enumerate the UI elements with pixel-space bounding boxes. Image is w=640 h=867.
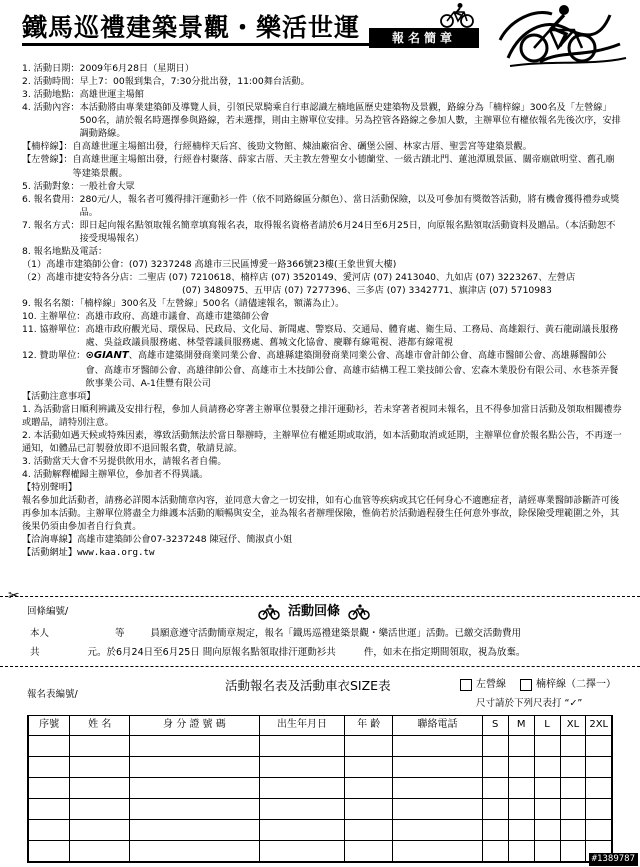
table-row	[28, 778, 612, 799]
table-cell[interactable]	[508, 820, 534, 841]
table-row	[28, 841, 612, 862]
co-organizers	[22, 323, 622, 349]
sponsors-label: 12. 贊助單位：	[22, 350, 86, 362]
event-fee-text: 280元/人，報名者可獲得排汗運動衫一件（依不同路線區分顏色）、當日活動保險，以及可參加有獎徵答活動，將有機會獲得禮券或獎品。	[79, 193, 620, 218]
table-cell[interactable]	[345, 736, 393, 757]
table-cell[interactable]	[534, 736, 560, 757]
route-nanzi-text: 自高雄世運主場館出發，行經楠梓天后宮、後勁文物館、煉油廠宿舍、礪堡公園、林家古厝、聖雲宮等建築景觀。	[72, 141, 532, 153]
table-cell[interactable]	[508, 757, 534, 778]
col-id-number: 身 分 證 號 碼	[130, 716, 259, 736]
table-row	[28, 736, 612, 757]
receipt-agreement: 員願意遵守活動簡章規定，報名「鐵馬巡禮建築景觀・樂活世運」活動。已繳交活動費用	[150, 628, 522, 639]
receipt-forfeit-text: 件，如未在指定期間領取，視為放棄。	[363, 647, 526, 658]
receipt-line-1	[30, 627, 630, 640]
table-cell[interactable]	[28, 820, 70, 841]
table-cell[interactable]	[393, 820, 483, 841]
cyclist-illustration	[490, 0, 630, 70]
table-cell[interactable]	[560, 820, 586, 841]
col-size-m: M	[508, 716, 534, 736]
table-cell[interactable]	[586, 757, 612, 778]
table-cell[interactable]	[586, 820, 612, 841]
statement-text: 報名參加此活動者，請務必詳閱本活動簡章內容，並同意大會之一切安排，如有心血管等疾病或其它任何身心不適應症者，請經專業醫師診斷許可後再參加本活動。主辦單位將盡全力維護本活動的順暢與安全，並為報名者辦理保險，惟倘若於活動過程發生任何意外事故，除保險受理範圍之外，其後果仍須由參加者自行負責。	[22, 495, 620, 533]
event-date: 1. 活動日期：2009年6月28日（星期日）	[22, 63, 195, 74]
receipt-name-label: 本人	[30, 628, 50, 639]
table-cell[interactable]	[508, 799, 534, 820]
table-cell[interactable]	[534, 841, 560, 862]
brochure-tag: 報名簡章	[369, 28, 479, 48]
table-cell[interactable]	[534, 799, 560, 820]
table-cell[interactable]	[534, 820, 560, 841]
note-4: 4. 活動解釋權歸主辦單位，參加者不得異議。	[22, 469, 209, 481]
table-cell[interactable]	[345, 841, 393, 862]
form-title: 活動報名表及活動車衣SIZE表	[225, 678, 391, 693]
brochure-body	[22, 62, 622, 560]
table-cell[interactable]	[586, 778, 612, 799]
sponsors-content	[85, 349, 622, 389]
table-cell[interactable]	[482, 799, 508, 820]
col-size-2xl: 2XL	[586, 716, 612, 736]
co-organizers-text: 高雄市政府觀光局、環保局、民政局、文化局、新聞處、警察局、交通局、體育處、衛生局、工務局、高雄銀行、黃石龍副議長服務處、吳益政議員服務處、林瑩蓉議員服務處、舊城文化協會、慶聯有線電視、港都有線電視	[85, 324, 619, 349]
notes-title: 【活動注意事項】	[22, 390, 96, 402]
table-cell[interactable]	[482, 841, 508, 862]
col-phone: 聯絡電話	[393, 716, 483, 736]
table-cell[interactable]	[130, 778, 259, 799]
route-zuoying-label: 【左營線】：	[22, 154, 73, 166]
table-cell[interactable]	[345, 820, 393, 841]
receipt-total-label: 共	[30, 647, 40, 658]
event-content	[22, 101, 622, 140]
col-name: 姓 名	[70, 716, 130, 736]
table-row	[28, 820, 612, 841]
table-cell[interactable]	[130, 799, 259, 820]
table-cell[interactable]	[70, 757, 130, 778]
receipt-title	[258, 603, 370, 621]
website-line	[22, 546, 622, 559]
bicycle-icon	[348, 604, 370, 620]
zuoying-option-label: 左營線	[476, 679, 506, 690]
venues-title: 8. 報名地點及電話：	[22, 245, 108, 257]
col-size-l: L	[534, 716, 560, 736]
page-title: 鐵馬巡禮建築景觀・樂活世運	[22, 13, 361, 42]
event-content-text: 本活動將由專業建築師及導覽人員，引領民眾騎乘自行車認識左楠地區歷史建築物及景觀，路線分為「楠梓線」300名及「左營線」500名，請於報名時選擇參與路線，若未選擇，則由主辦單位安排。另為控管各路線之參加人數，主辦單位有權依報名先後次序，安排調動路線。	[79, 102, 621, 140]
organizers: 10. 主辦單位：高雄市政府、高雄市議會、高雄市建築師公會	[22, 311, 270, 323]
note-1-text: 1. 為活動當日順利辨識及安排行程，參加人員請務必穿著主辦單位製發之排汗運動衫，若未穿著者視同未報名，且不得參加當日活動及領取相關禮券或贈品，請特別注意。	[22, 403, 622, 428]
table-cell[interactable]	[393, 778, 483, 799]
table-cell[interactable]	[28, 841, 70, 862]
table-cell[interactable]	[508, 778, 534, 799]
receipt-line-2	[30, 646, 630, 659]
table-cell[interactable]	[586, 799, 612, 820]
route-zuoying	[22, 153, 622, 179]
table-cell[interactable]	[560, 757, 586, 778]
venue-giant-stores: （2）高雄市捷安特各分店：二聖店 (07) 7210618、楠梓店 (07) 3520149、愛河店 (07) 2413040、九如店 (07) 3223267、左營店	[22, 272, 576, 283]
table-cell[interactable]	[393, 841, 483, 862]
table-cell[interactable]	[482, 778, 508, 799]
table-cell[interactable]	[393, 736, 483, 757]
event-time: 2. 活動時間：早上7：00報到集合，7:30分批出發，11:00舞台活動。	[22, 76, 310, 88]
venue-architects-assoc: （1）高雄市建築師公會：(07) 3237248 高雄市三民區博愛一路366號23樓(王象世貿大樓)	[22, 258, 397, 270]
scissors-icon: ✂	[8, 588, 20, 604]
header	[0, 0, 640, 62]
table-cell[interactable]	[70, 778, 130, 799]
table-cell[interactable]	[28, 757, 70, 778]
statement-title: 【特別聲明】	[22, 482, 78, 494]
contact-line: 【洽詢專線】高雄市建築師公會07-3237248 陳冠伃、簡淑貞小姐	[22, 534, 293, 546]
table-cell[interactable]	[345, 757, 393, 778]
website-link[interactable]: www.kaa.org.tw	[77, 547, 155, 559]
table-cell[interactable]	[130, 841, 259, 862]
table-cell[interactable]	[482, 820, 508, 841]
route-nanzi-label: 【楠梓線】：	[22, 141, 73, 153]
table-cell[interactable]	[259, 820, 345, 841]
table-cell[interactable]	[393, 799, 483, 820]
sponsors	[22, 349, 622, 389]
nanzi-option-label: 楠梓線（二擇一）	[536, 679, 616, 690]
table-cell[interactable]	[534, 778, 560, 799]
receipt-title-text: 活動回條	[288, 604, 341, 619]
venue-giant-stores-cont: (07) 3480975、五甲店 (07) 7277396、三多店 (07) 3342771、旗津店 (07) 5710983	[182, 285, 552, 297]
giant-logo: ⊙GIANT	[85, 350, 129, 362]
website-label: 【活動網址】	[22, 547, 78, 559]
table-cell[interactable]	[534, 757, 560, 778]
table-cell[interactable]	[482, 757, 508, 778]
route-choice	[460, 678, 616, 692]
table-cell[interactable]	[259, 841, 345, 862]
note-1	[22, 403, 622, 429]
table-cell[interactable]	[70, 820, 130, 841]
table-cell[interactable]	[482, 736, 508, 757]
table-cell[interactable]	[345, 778, 393, 799]
route-nanzi	[22, 140, 622, 153]
table-header-row	[28, 716, 612, 736]
statement	[22, 494, 622, 533]
co-organizers-label: 11. 協辦單位：	[22, 324, 86, 336]
signup-method-text: 即日起向報名點領取報名簡章填寫報名表，取得報名資格者請於6月24日至6月25日，向原報名點領取活動資料及贈品。（本活動恕不接受現場報名）	[79, 219, 616, 244]
table-cell[interactable]	[508, 841, 534, 862]
sponsors-text: 、高雄市建築開發商業同業公會、高雄縣建築開發商業同業公會、高雄市會計師公會、高雄市醫師公會、高雄縣醫師公會、高雄市牙醫師公會、高雄律師公會、高雄市土木技師公會、高雄市結構工程工業技師公會、宏森木業股份有限公司、水巷茶弄餐飲事業公司、A-1佳豐有限公司	[85, 350, 619, 389]
nanzi-checkbox[interactable]	[520, 679, 532, 691]
zuoying-checkbox[interactable]	[460, 679, 472, 691]
receipt-number-label: 回條編號/	[27, 606, 69, 617]
watermark-id: #1389787	[589, 853, 638, 866]
signup-method	[22, 219, 622, 245]
cut-line	[0, 596, 640, 597]
note-2	[22, 429, 622, 455]
table-cell[interactable]	[508, 736, 534, 757]
receipt-pickup-text: 元。於6月24日至6月25日 間向原報名點領取排汗運動衫共	[87, 647, 336, 658]
col-size-s: S	[482, 716, 508, 736]
event-fee	[22, 193, 622, 219]
cyclist-icon	[440, 2, 474, 28]
form-number-label: 報名表編號/	[27, 689, 78, 700]
size-note: 尺寸請於下列尺表打 “✓”	[476, 698, 583, 709]
table-cell[interactable]	[70, 736, 130, 757]
table-cell[interactable]	[393, 757, 483, 778]
table-cell[interactable]	[130, 820, 259, 841]
col-size-xl: XL	[560, 716, 586, 736]
signup-table	[27, 715, 613, 863]
table-cell[interactable]	[28, 736, 70, 757]
table-cell[interactable]	[28, 799, 70, 820]
table-cell[interactable]	[259, 736, 345, 757]
note-3: 3. 活動當天大會不另提供飲用水，請報名者自備。	[22, 456, 227, 467]
table-cell[interactable]	[70, 799, 130, 820]
event-content-label: 4. 活動內容：	[22, 102, 80, 114]
col-birthdate: 出生年月日	[259, 716, 345, 736]
table-cell[interactable]	[130, 736, 259, 757]
event-fee-label: 6. 報名費用：	[22, 193, 80, 205]
note-2-text: 2. 本活動如遇天候或特殊因素，導致活動無法於當日舉辦時，主辦單位有權延期或取消，如本活動取消或延期，主辦單位會於報名點公告，不再逐一通知，如體品已訂製發放即不退回報名費，敬請見諒。	[22, 429, 622, 454]
table-cell[interactable]	[259, 757, 345, 778]
table-cell[interactable]	[259, 799, 345, 820]
table-cell[interactable]	[345, 799, 393, 820]
table-cell[interactable]	[130, 757, 259, 778]
table-cell[interactable]	[560, 736, 586, 757]
signup-table-body	[28, 736, 612, 862]
table-row	[28, 757, 612, 778]
signup-method-label: 7. 報名方式：	[22, 219, 80, 231]
event-quota: 9. 報名名額：「楠梓線」300名及「左營線」500名（請儘速報名，額滿為止）。	[22, 298, 345, 310]
table-cell[interactable]	[560, 841, 586, 862]
table-cell[interactable]	[560, 778, 586, 799]
table-cell[interactable]	[28, 778, 70, 799]
table-row	[28, 799, 612, 820]
bicycle-icon	[258, 604, 280, 620]
cut-line	[0, 666, 640, 667]
event-location: 3. 活動地點：高雄世運主場館	[22, 89, 144, 101]
title-underline	[22, 43, 372, 46]
col-serial: 序號	[28, 716, 70, 736]
table-cell[interactable]	[259, 778, 345, 799]
event-target: 5. 活動對象：一般社會大眾	[22, 180, 135, 192]
route-zuoying-text: 自高雄世運主場館出發，行經眷村聚落、薛家古厝、天主教左營聖女小德蘭堂、一級古蹟北門、蓮池潭風景區、關帝廟啟明堂、舊孔廟等建築景觀。	[72, 154, 615, 179]
receipt-count-label: 等	[115, 628, 125, 639]
col-age: 年 齡	[345, 716, 393, 736]
table-cell[interactable]	[586, 736, 612, 757]
table-cell[interactable]	[560, 799, 586, 820]
table-cell[interactable]	[70, 841, 130, 862]
